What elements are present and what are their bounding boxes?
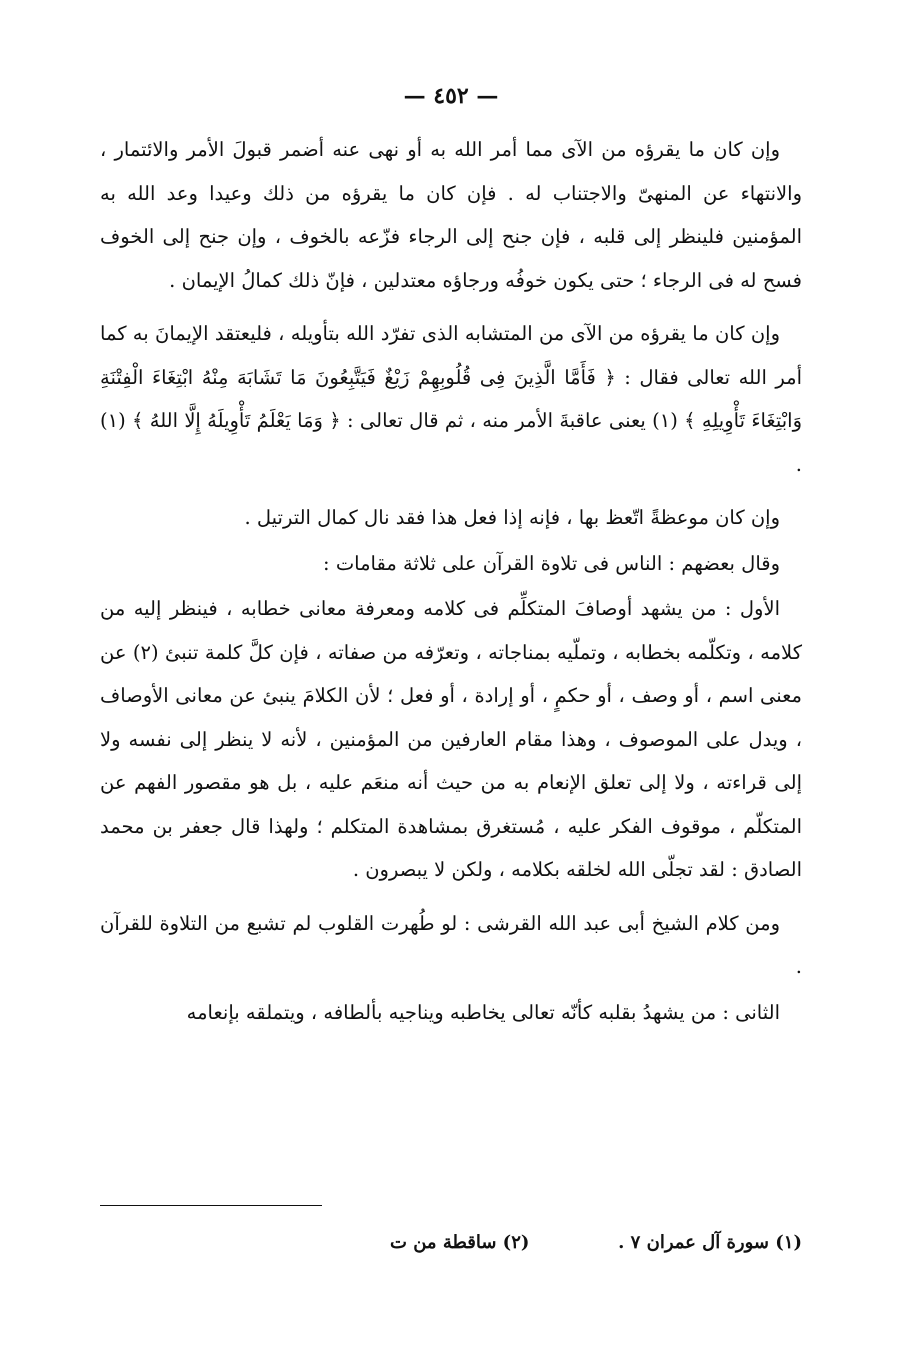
footnote-divider — [100, 1205, 322, 1206]
footnote-1: (١) سورة آل عمران ٧ . — [618, 1232, 802, 1253]
page-number: — ٤٥٢ — — [403, 83, 499, 109]
footnote-2: (٢) ساقطة من ت — [390, 1232, 530, 1253]
paragraph-second-station: الثانى : من يشهدُ بقلبه كأنّه تعالى يخاطبه ويناجيه بألطافه ، ويتملقه بإنعامه — [186, 1000, 780, 1024]
paragraph-three-stations: وقال بعضهم : الناس فى تلاوة القرآن على ثلاثة مقامات : — [323, 551, 780, 575]
footnotes — [100, 1232, 802, 1253]
paragraph-mutashabih: وإن كان ما يقرؤه من الآى من المتشابه الذى تفرّد الله بتأويله ، فليعتقد الإيمانَ به كما أمر الله تعالى فقال : ﴿ فَأَمَّا الَّذِينَ فِى قُلُوبِهِمْ زَيْغٌ فَيَتَّبِعُونَ مَا تَشَابَهَ مِنْهُ ابْتِغَاءَ الْفِتْنَةِ وَابْتِغَاءَ تَأْوِيلِهِ ﴾ (١) يعنى عاقبةَ الأمر منه ، ثم قال تعالى : ﴿ وَمَا يَعْلَمُ تَأْوِيلَهُ إِلَّا اللهُ ﴾ (١) . — [100, 322, 802, 476]
main-text — [100, 128, 802, 1034]
paragraph-admonition: وإن كان موعظةً اتّعظ بها ، فإنه إذا فعل هذا فقد نال كمال الترتيل . — [244, 506, 780, 529]
paragraph-command-prohibition: وإن كان ما يقرؤه من الآى مما أمر الله به أو نهى عنه أضمر قبولَ الأمر والائتمار ، والانتهاء عن المنهىّ والاجتناب له . فإن كان ما يقرؤه من ذلك وعيدا وعد الله به المؤمنين فلينظر إلى قلبه ، فإن جنح إلى الرجاء فزّعه بالخوف ، وإن جنح إلى الخوف فسح له فى الرجاء ؛ حتى يكون خوفُه ورجاؤه معتدلين ، فإنّ ذلك كمالُ الإيمان . — [100, 138, 802, 292]
paragraph-first-station: الأول : من يشهد أوصافَ المتكلِّم فى كلامه ومعرفة معانى خطابه ، فينظر إليه من كلامه ، وتكلّمه بخطابه ، وتملّيه بمناجاته ، وتعرّفه من صفاته ، فإن كلَّ كلمة تنبئ (٢) عن معنى اسم ، أو وصف ، أو حكمٍ ، أو إرادة ، أو فعل ؛ لأن الكلامَ ينبئ عن معانى الأوصاف ، ويدل على الموصوف ، وهذا مقام العارفين من المؤمنين ، لأنه لا ينظر إلى نفسه ولا إلى قراءته ، ولا إلى تعلق الإنعام به من حيث أنه منعَم عليه ، بل هو مقصور الفهم عن المتكلّم ، موقوف الفكر عليه ، مُستغرق بمشاهدة المتكلم ؛ ولهذا قال جعفر بن محمد الصادق : لقد تجلّى الله لخلقه بكلامه ، ولكن لا يبصرون . — [100, 597, 802, 881]
paragraph-qurashi-saying: ومن كلام الشيخ أبى عبد الله القرشى : لو طُهرت القلوب لم تشبع من التلاوة للقرآن . — [100, 911, 802, 978]
